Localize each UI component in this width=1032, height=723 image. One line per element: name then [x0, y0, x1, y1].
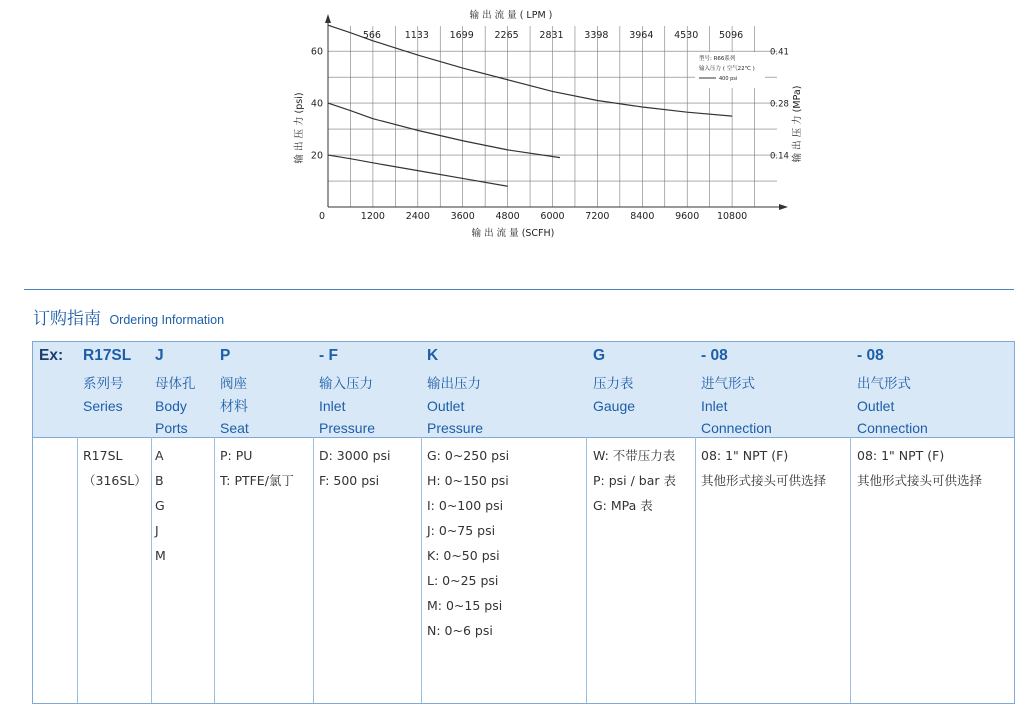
column-divider	[151, 437, 152, 703]
option-value: I: 0~100 psi	[427, 498, 504, 513]
column-header-line: Outlet	[427, 398, 465, 414]
column-divider	[421, 437, 422, 703]
order-code: R17SL	[83, 347, 132, 364]
option-value: J	[155, 523, 159, 538]
bottom-tick-label: 3600	[450, 211, 475, 222]
option-value: F: 500 psi	[319, 473, 380, 488]
column-values	[701, 443, 826, 493]
chart-legend	[695, 52, 765, 88]
column-header-line: 出气形式	[857, 376, 911, 392]
option-value: M: 0~15 psi	[427, 598, 503, 613]
bottom-tick-label: 7200	[585, 211, 610, 222]
order-code: G	[593, 347, 606, 364]
column-values	[593, 443, 676, 518]
option-value: L: 0~25 psi	[427, 573, 499, 588]
column-values	[427, 443, 509, 643]
option-value: 08: 1" NPT (F)	[857, 448, 945, 463]
option-value: T: PTFE/氯丁	[220, 473, 294, 488]
column-values	[83, 443, 147, 493]
column-header-line: Inlet	[701, 398, 728, 414]
section-heading	[33, 304, 224, 329]
order-code: - F	[319, 347, 338, 364]
column-header-line: Pressure	[319, 420, 376, 436]
option-value: B	[155, 473, 164, 488]
top-tick-label: 5096	[719, 30, 744, 41]
order-code: P	[220, 347, 231, 364]
top-tick-label: 3398	[584, 30, 609, 41]
ordering-table	[32, 341, 1015, 704]
bottom-tick-label: 9600	[675, 211, 700, 222]
order-code: J	[155, 347, 164, 364]
column-divider	[214, 437, 215, 703]
option-value: 其他形式接头可供选择	[701, 473, 827, 488]
option-value: D: 3000 psi	[319, 448, 391, 463]
left-tick-label: 40	[310, 98, 323, 110]
section-divider	[24, 289, 1014, 290]
column-header-line: 进气形式	[701, 376, 755, 392]
column-header-line: Inlet	[319, 398, 346, 414]
column-header-line: 阀座	[220, 376, 247, 392]
column-header	[155, 373, 196, 439]
column-divider	[586, 437, 587, 703]
option-value: J: 0~75 psi	[427, 523, 496, 538]
bottom-tick-label: 1200	[360, 211, 385, 222]
option-value: W: 不带压力表	[593, 448, 676, 463]
bottom-tick-label: 8400	[630, 211, 655, 222]
legend-line-1: 型号: R66系列	[699, 56, 736, 62]
chart-axes	[325, 14, 788, 210]
flow-curve-2	[328, 103, 560, 158]
column-header-line: 输入压力	[319, 376, 373, 392]
column-divider	[313, 437, 314, 703]
column-header-line: 输出压力	[427, 376, 481, 392]
bottom-tick-label: 0	[318, 211, 326, 222]
order-code: K	[427, 347, 439, 364]
right-axis-label: 输 出 压 力 (MPa)	[792, 85, 803, 163]
bottom-tick-label: 4800	[495, 211, 520, 222]
option-value: （316SL）	[83, 473, 147, 488]
column-header-line: Body	[155, 398, 187, 414]
column-divider	[695, 437, 696, 703]
column-divider	[77, 437, 78, 703]
column-header-line: 材料	[220, 398, 248, 414]
column-header	[220, 373, 249, 439]
column-header-line: 系列号	[83, 376, 124, 392]
column-header	[427, 373, 483, 439]
left-axis-label: 输 出 压 力 (psi)	[294, 92, 305, 164]
column-header	[83, 373, 124, 417]
top-tick-label: 3964	[629, 30, 654, 41]
right-tick-label: 0.28	[770, 99, 789, 110]
column-values	[857, 443, 982, 493]
top-tick-label: 566	[362, 30, 381, 41]
top-tick-label: 2265	[494, 30, 519, 41]
y-axis-arrow	[325, 14, 331, 23]
option-value: G: MPa 表	[593, 498, 653, 513]
heading-cn: 订购指南	[33, 309, 101, 329]
column-header-line: Seat	[220, 420, 249, 436]
top-axis-label: 输 出 流 量 ( LPM )	[469, 10, 553, 21]
bottom-tick-label: 10800	[716, 211, 748, 222]
left-tick-label: 60	[310, 46, 323, 58]
column-header-line: Gauge	[593, 398, 636, 414]
legend-line-2: 输入压力 ( 空气22℃ )	[699, 66, 755, 72]
bottom-tick-label: 2400	[405, 211, 430, 222]
column-divider	[850, 437, 851, 703]
order-code: - 08	[857, 347, 884, 364]
order-code: Ex:	[39, 347, 64, 364]
flow-chart	[0, 0, 1032, 250]
option-value: M	[155, 548, 166, 563]
column-values	[155, 443, 166, 568]
option-value: P: psi / bar 表	[593, 473, 677, 488]
column-header	[593, 373, 635, 417]
x-axis-arrow	[779, 204, 788, 210]
column-header-line: Pressure	[427, 420, 484, 436]
top-tick-label: 2831	[539, 30, 564, 41]
column-values	[220, 443, 294, 493]
option-value: 其他形式接头可供选择	[857, 473, 983, 488]
option-value: 08: 1" NPT (F)	[701, 448, 789, 463]
bottom-axis-label: 输 出 流 量 (SCFH)	[471, 228, 555, 239]
column-header	[319, 373, 375, 439]
option-value: H: 0~150 psi	[427, 473, 509, 488]
column-header-line: Ports	[155, 420, 188, 436]
option-value: A	[155, 448, 164, 463]
chart-ticks	[293, 9, 803, 239]
option-value: N: 0~6 psi	[427, 623, 493, 638]
order-code: - 08	[701, 347, 728, 364]
option-value: G	[155, 498, 165, 513]
top-tick-label: 1699	[449, 30, 474, 41]
option-value: K: 0~50 psi	[427, 548, 500, 563]
heading-en: Ordering Information	[109, 313, 225, 327]
column-header-line: 母体孔	[155, 376, 196, 392]
column-header-line: Connection	[701, 420, 772, 436]
top-tick-label: 1133	[404, 30, 429, 41]
bottom-tick-label: 6000	[540, 211, 565, 222]
legend-line-3: 400 psi	[719, 76, 738, 82]
option-value: G: 0~250 psi	[427, 448, 510, 463]
column-header-line: Outlet	[857, 398, 895, 414]
right-tick-label: 0.41	[770, 47, 789, 58]
column-header-line: Connection	[857, 420, 928, 436]
right-tick-label: 0.14	[770, 151, 789, 162]
option-value: P: PU	[220, 448, 253, 463]
column-header	[857, 373, 928, 439]
column-header-line: 压力表	[593, 376, 634, 392]
column-values	[319, 443, 391, 493]
top-tick-label: 4530	[674, 30, 699, 41]
column-header-line: Series	[83, 398, 123, 414]
column-header	[701, 373, 772, 439]
option-value: R17SL	[83, 448, 123, 463]
left-tick-label: 20	[310, 150, 323, 162]
